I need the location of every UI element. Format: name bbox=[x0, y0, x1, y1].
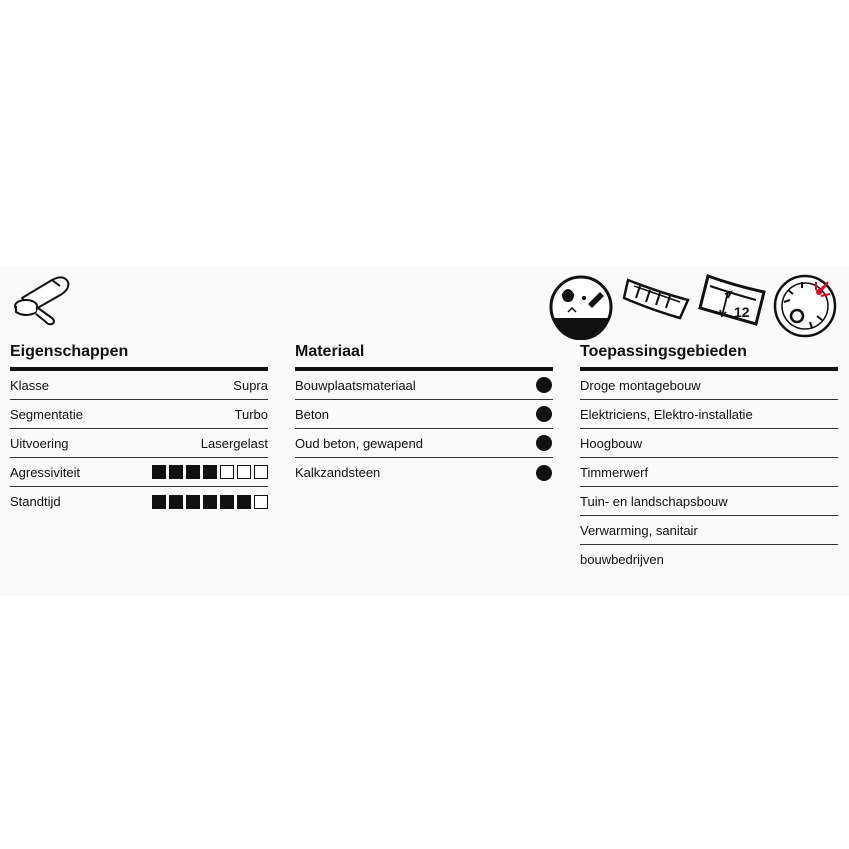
row-label: Segmentatie bbox=[10, 406, 83, 422]
rating-square-filled bbox=[203, 495, 217, 509]
list-item bbox=[580, 545, 838, 574]
table-row bbox=[10, 458, 268, 487]
list-item bbox=[580, 458, 838, 487]
table-row bbox=[10, 429, 268, 458]
row-label: Kalkzandsteen bbox=[295, 465, 381, 480]
rating-square-filled bbox=[152, 495, 166, 509]
suitable-dot bbox=[536, 465, 552, 481]
row-label: Klasse bbox=[10, 377, 50, 393]
materiaal-section bbox=[295, 340, 553, 487]
suitable-dot bbox=[536, 377, 552, 393]
rating-square-empty bbox=[254, 465, 268, 479]
row-label: Elektriciens, Elektro-installatie bbox=[580, 406, 753, 422]
toepassingsgebieden-title: Toepassingsgebieden bbox=[580, 340, 838, 371]
row-label: Droge montagebouw bbox=[580, 377, 701, 393]
row-label: Beton bbox=[295, 406, 329, 422]
row-label: Verwarming, sanitair bbox=[580, 522, 698, 538]
blade-segment-icon bbox=[622, 272, 692, 322]
table-row bbox=[295, 400, 553, 429]
agressiviteit-rating bbox=[152, 465, 268, 479]
rating-square-empty bbox=[237, 465, 251, 479]
rating-square-filled bbox=[186, 465, 200, 479]
row-label: Bouwplaatsmateriaal bbox=[295, 377, 416, 393]
rating-square-empty bbox=[254, 495, 268, 509]
row-label: Tuin- en landschapsbouw bbox=[580, 493, 728, 509]
list-item bbox=[580, 371, 838, 400]
list-item bbox=[580, 400, 838, 429]
table-row bbox=[10, 400, 268, 429]
row-label: bouwbedrijven bbox=[580, 552, 664, 567]
eigenschappen-title: Eigenschappen bbox=[10, 340, 268, 371]
suitable-dot bbox=[536, 406, 552, 422]
rating-square-filled bbox=[169, 495, 183, 509]
list-item bbox=[580, 429, 838, 458]
rating-square-filled bbox=[169, 465, 183, 479]
row-value: Turbo bbox=[234, 406, 268, 422]
segment-height-12-icon bbox=[698, 272, 768, 334]
row-value: Lasergelast bbox=[200, 435, 268, 451]
list-item bbox=[580, 487, 838, 516]
list-item bbox=[580, 516, 838, 545]
row-label: Oud beton, gewapend bbox=[295, 435, 423, 451]
laser-welded-disc-icon bbox=[772, 272, 838, 338]
eigenschappen-section bbox=[10, 340, 268, 516]
rating-square-filled bbox=[203, 465, 217, 479]
rating-square-filled bbox=[152, 465, 166, 479]
row-label: Agressiviteit bbox=[10, 464, 81, 480]
row-label: Standtijd bbox=[10, 494, 61, 509]
materiaal-title: Materiaal bbox=[295, 340, 553, 371]
suitable-dot bbox=[536, 435, 552, 451]
angle-grinder-icon bbox=[8, 272, 72, 328]
standtijd-rating bbox=[152, 495, 268, 509]
row-label: Timmerwerf bbox=[580, 464, 649, 480]
table-row bbox=[295, 458, 553, 487]
row-label: Uitvoering bbox=[10, 435, 69, 451]
row-label: Hoogbouw bbox=[580, 435, 643, 451]
rating-square-empty bbox=[220, 465, 234, 479]
rating-square-filled bbox=[186, 495, 200, 509]
table-row bbox=[295, 429, 553, 458]
toepassingsgebieden-section bbox=[580, 340, 838, 574]
table-row bbox=[10, 487, 268, 516]
table-row bbox=[295, 371, 553, 400]
row-value: Supra bbox=[233, 377, 268, 393]
rating-square-filled bbox=[220, 495, 234, 509]
table-row bbox=[10, 371, 268, 400]
rating-square-filled bbox=[237, 495, 251, 509]
segment-height-label: 12 bbox=[734, 304, 750, 320]
wet-dry-cutting-icon bbox=[548, 272, 614, 340]
